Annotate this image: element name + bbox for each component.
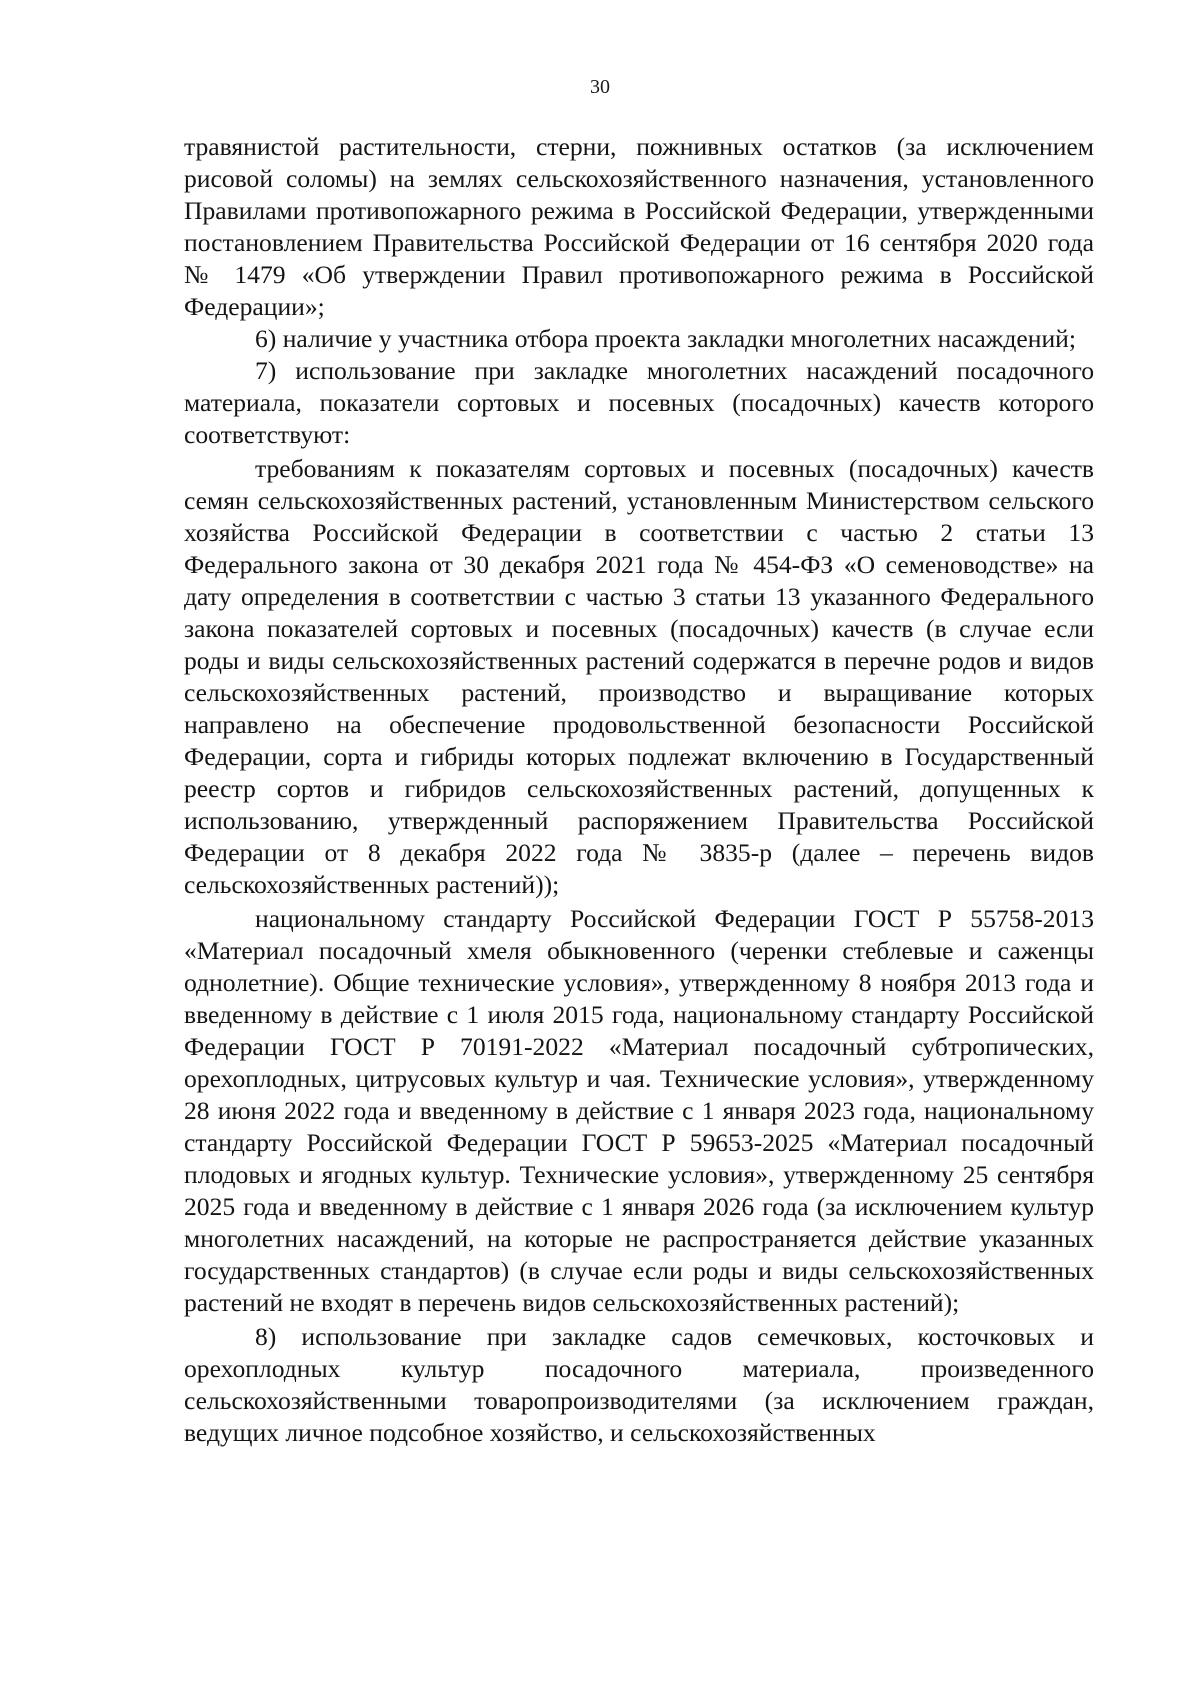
- paragraph-national-standards: национальному стандарту Российской Федерации ГОСТ Р 55758-2013 «Материал посадочный хмеля обыкновенного (черенки стеблевые и саженцы однолетние). Общие технические условия», утвержденному 8 ноября 2013 года и введенному в действие с 1 июля 2015 года, национальному стандарту Российской Федерации ГОСТ Р 70191-2022 «Материал посадочный субтропических, орехоплодных, цитрусовых культур и чая. Технические условия», утвержденному 28 июня 2022 года и введенному в действие с 1 января 2023 года, национальному стандарту Российской Федерации ГОСТ Р 59653-2025 «Материал посадочный плодовых и ягодных культур. Технические условия», утвержденному 25 сентября 2025 года и введенному в действие с 1 января 2026 года (за исключением культур многолетних насаждений, на которые не распространяется действие указанных государственных стандартов) (в случае если роды и виды сельскохозяйственных растений не входят в перечень видов сельскохозяйственных растений);: [184, 904, 1094, 1317]
- paragraph-item-8: 8) использование при закладке садов семечковых, косточковых и орехоплодных культур посадочного материала, произведенного сельскохозяйственными товаропроизводителями (за исключением граждан, ведущих личное подсобное хозяйство, и сельскохозяйственных: [184, 1322, 1094, 1447]
- paragraph-item-6: 6) наличие у участника отбора проекта закладки многолетних насаждений;: [255, 324, 1076, 353]
- document-body: [184, 131, 1094, 1449]
- paragraph-continuation: травянистой растительности, стерни, пожнивных остатков (за исключением рисовой соломы) на землях сельскохозяйственного назначения, установленного Правилами противопожарного режима в Российской Федерации, утвержденными постановлением Правительства Российской Федерации от 16 сентября 2020 года № 1479 «Об утверждении Правил противопожарного режима в Российской Федерации»;: [184, 132, 1094, 321]
- page-number: 30: [590, 76, 610, 98]
- paragraph-seed-requirements: требованиям к показателям сортовых и посевных (посадочных) качеств семян сельскохозяйственных растений, установленным Министерством сельского хозяйства Российской Федерации в соответствии с частью 2 статьи 13 Федерального закона от 30 декабря 2021 года № 454-ФЗ «О семеноводстве» на дату определения в соответствии с частью 3 статьи 13 указанного Федерального закона показателей сортовых и посевных (посадочных) качеств (в случае если роды и виды сельскохозяйственных растений содержатся в перечне родов и видов сельскохозяйственных растений, производство и выращивание которых направлено на обеспечение продовольственной безопасности Российской Федерации, сорта и гибриды которых подлежат включению в Государственный реестр сортов и гибридов сельскохозяйственных растений, допущенных к использованию, утвержденный распоряжением Правительства Российской Федерации от 8 декабря 2022 года № 3835-р (далее – перечень видов сельскохозяйственных растений));: [184, 454, 1094, 899]
- paragraph-item-7: 7) использование при закладке многолетних насаждений посадочного материала, показатели сортовых и посевных (посадочных) качеств которого соответствуют:: [184, 356, 1094, 449]
